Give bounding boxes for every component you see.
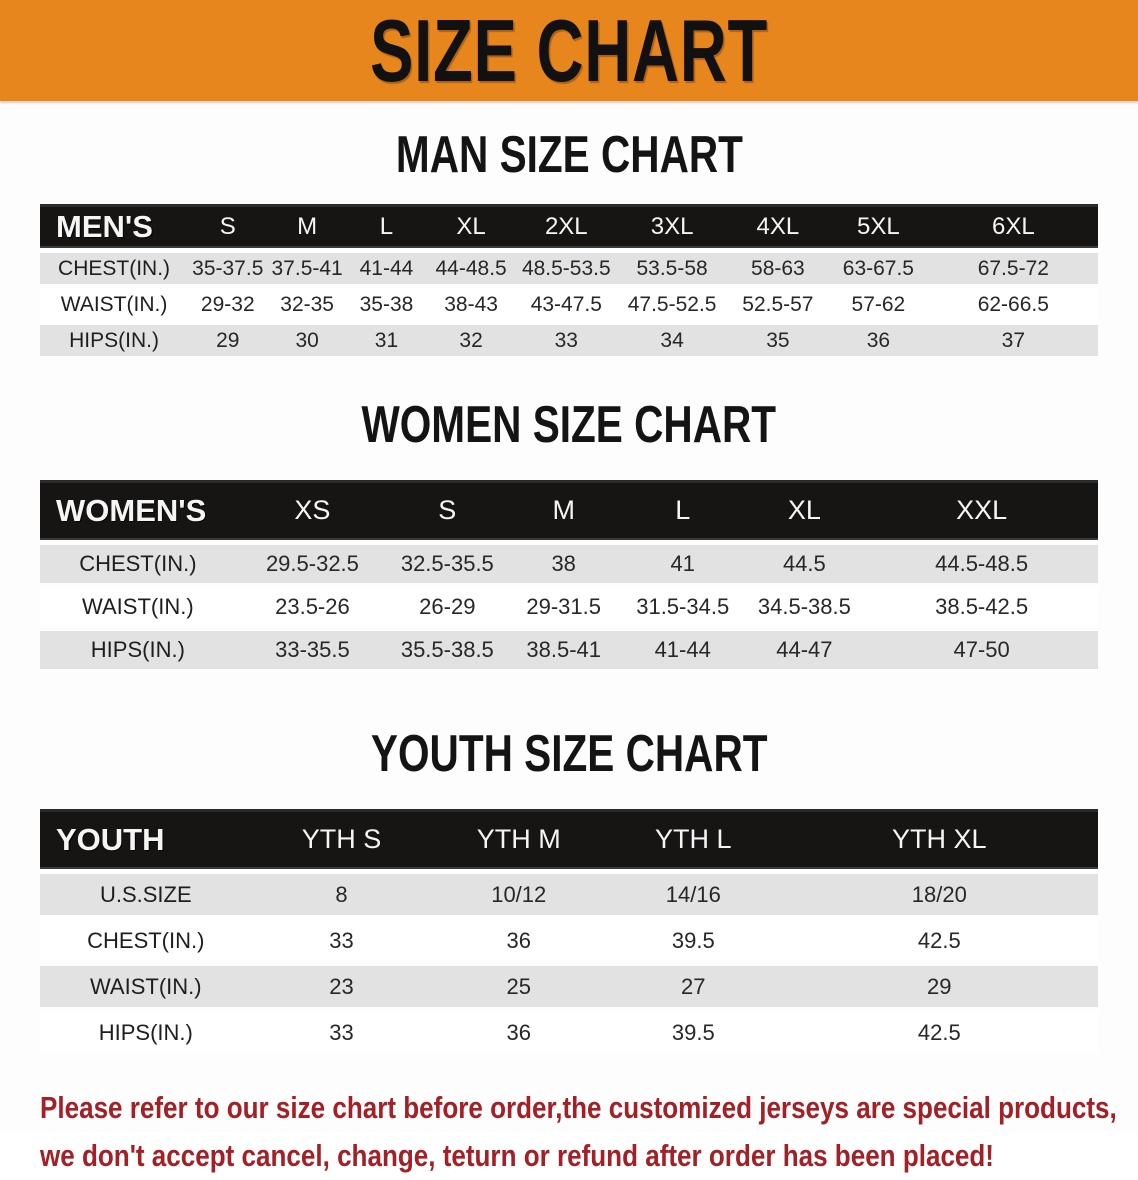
women-section-heading bbox=[0, 396, 1138, 454]
notice-line-1: Please refer to our size chart before order,the customized jerseys are special products, bbox=[40, 1090, 1117, 1125]
row-label: CHEST(IN.) bbox=[40, 253, 188, 284]
women-waist-row bbox=[40, 588, 1098, 626]
men-size-col-5xl: 5XL bbox=[828, 204, 929, 248]
size-cell: 39.5 bbox=[606, 920, 781, 961]
size-cell: 18/20 bbox=[781, 874, 1098, 915]
size-cell: 32-35 bbox=[267, 289, 346, 320]
youth-size-table bbox=[40, 804, 1098, 1058]
men-waist-row bbox=[40, 289, 1098, 320]
men-size-col-4xl: 4XL bbox=[728, 204, 829, 248]
size-cell: 29-32 bbox=[188, 289, 267, 320]
row-label: WAIST(IN.) bbox=[40, 966, 252, 1007]
size-cell: 41-44 bbox=[347, 253, 426, 284]
size-cell: 62-66.5 bbox=[929, 289, 1098, 320]
size-cell: 37.5-41 bbox=[267, 253, 346, 284]
women-hips-row bbox=[40, 631, 1098, 669]
row-label: HIPS(IN.) bbox=[40, 325, 188, 356]
men-size-col-xl: XL bbox=[426, 204, 516, 248]
size-cell: 42.5 bbox=[781, 920, 1098, 961]
youth-table-title: YOUTH bbox=[40, 809, 252, 869]
row-label: CHEST(IN.) bbox=[40, 920, 252, 961]
notice-line-2: we don't accept cancel, change, teturn or refund after order has been placed! bbox=[40, 1138, 994, 1174]
women-size-col-m: M bbox=[506, 480, 622, 540]
size-cell: 44-48.5 bbox=[426, 253, 516, 284]
size-cell: 31.5-34.5 bbox=[622, 588, 744, 626]
size-cell: 52.5-57 bbox=[728, 289, 829, 320]
size-cell: 23.5-26 bbox=[236, 588, 389, 626]
size-cell: 8 bbox=[252, 874, 432, 915]
size-cell: 26-29 bbox=[389, 588, 505, 626]
youth-size-col-s: YTH S bbox=[252, 809, 432, 869]
youth-chest-row bbox=[40, 920, 1098, 961]
size-cell: 44.5 bbox=[744, 545, 866, 583]
women-size-table-wrap bbox=[0, 475, 1138, 674]
size-cell: 38.5-42.5 bbox=[865, 588, 1098, 626]
size-cell: 36 bbox=[431, 920, 606, 961]
men-size-col-6xl: 6XL bbox=[929, 204, 1098, 248]
size-cell: 47.5-52.5 bbox=[617, 289, 728, 320]
size-cell: 33 bbox=[252, 920, 432, 961]
men-table-header-row bbox=[40, 204, 1098, 248]
women-table-title: WOMEN'S bbox=[40, 480, 236, 540]
men-chest-row bbox=[40, 253, 1098, 284]
size-cell: 67.5-72 bbox=[929, 253, 1098, 284]
size-cell: 41 bbox=[622, 545, 744, 583]
women-size-col-xxl: XXL bbox=[865, 480, 1098, 540]
size-cell: 32 bbox=[426, 325, 516, 356]
row-label: WAIST(IN.) bbox=[40, 588, 236, 626]
row-label: U.S.SIZE bbox=[40, 874, 252, 915]
youth-section-heading-text: YOUTH SIZE CHART bbox=[370, 725, 768, 783]
size-cell: 25 bbox=[431, 966, 606, 1007]
size-cell: 27 bbox=[606, 966, 781, 1007]
size-cell: 34.5-38.5 bbox=[744, 588, 866, 626]
size-cell: 23 bbox=[252, 966, 432, 1007]
men-section-heading-text: MAN SIZE CHART bbox=[395, 126, 743, 184]
size-cell: 33-35.5 bbox=[236, 631, 389, 669]
men-size-table-wrap bbox=[0, 199, 1138, 361]
size-cell: 48.5-53.5 bbox=[516, 253, 617, 284]
size-cell: 37 bbox=[929, 325, 1098, 356]
men-size-col-l: L bbox=[347, 204, 426, 248]
size-cell: 33 bbox=[252, 1012, 432, 1053]
footer-notice bbox=[40, 1084, 1117, 1180]
women-table-header-row bbox=[40, 480, 1098, 540]
size-cell: 36 bbox=[828, 325, 929, 356]
size-cell: 44.5-48.5 bbox=[865, 545, 1098, 583]
size-cell: 29-31.5 bbox=[506, 588, 622, 626]
size-cell: 31 bbox=[347, 325, 426, 356]
women-section-heading-text: WOMEN SIZE CHART bbox=[361, 396, 777, 454]
size-cell: 38 bbox=[506, 545, 622, 583]
men-hips-row bbox=[40, 325, 1098, 356]
row-label: WAIST(IN.) bbox=[40, 289, 188, 320]
men-section-heading bbox=[0, 126, 1138, 184]
women-size-col-l: L bbox=[622, 480, 744, 540]
women-size-col-xl: XL bbox=[744, 480, 866, 540]
women-size-col-xs: XS bbox=[236, 480, 389, 540]
size-cell: 35-38 bbox=[347, 289, 426, 320]
size-cell: 35-37.5 bbox=[188, 253, 267, 284]
size-cell: 44-47 bbox=[744, 631, 866, 669]
youth-size-col-l: YTH L bbox=[606, 809, 781, 869]
banner bbox=[0, 0, 1138, 101]
size-cell: 38-43 bbox=[426, 289, 516, 320]
youth-waist-row bbox=[40, 966, 1098, 1007]
men-size-col-2xl: 2XL bbox=[516, 204, 617, 248]
youth-size-table-wrap bbox=[0, 804, 1138, 1058]
size-cell: 47-50 bbox=[865, 631, 1098, 669]
size-cell: 33 bbox=[516, 325, 617, 356]
size-cell: 41-44 bbox=[622, 631, 744, 669]
youth-table-header-row bbox=[40, 809, 1098, 869]
women-size-table bbox=[40, 475, 1098, 674]
youth-size-col-xl: YTH XL bbox=[781, 809, 1098, 869]
size-cell: 14/16 bbox=[606, 874, 781, 915]
size-cell: 29.5-32.5 bbox=[236, 545, 389, 583]
size-cell: 30 bbox=[267, 325, 346, 356]
size-cell: 35 bbox=[728, 325, 829, 356]
men-size-col-3xl: 3XL bbox=[617, 204, 728, 248]
size-cell: 63-67.5 bbox=[828, 253, 929, 284]
men-size-table bbox=[40, 199, 1098, 361]
size-cell: 36 bbox=[431, 1012, 606, 1053]
row-label: HIPS(IN.) bbox=[40, 631, 236, 669]
youth-hips-row bbox=[40, 1012, 1098, 1053]
size-cell: 29 bbox=[781, 966, 1098, 1007]
row-label: CHEST(IN.) bbox=[40, 545, 236, 583]
size-cell: 29 bbox=[188, 325, 267, 356]
size-cell: 38.5-41 bbox=[506, 631, 622, 669]
men-size-col-s: S bbox=[188, 204, 267, 248]
row-label: HIPS(IN.) bbox=[40, 1012, 252, 1053]
youth-size-col-m: YTH M bbox=[431, 809, 606, 869]
size-cell: 57-62 bbox=[828, 289, 929, 320]
size-cell: 32.5-35.5 bbox=[389, 545, 505, 583]
youth-ussize-row bbox=[40, 874, 1098, 915]
size-cell: 58-63 bbox=[728, 253, 829, 284]
women-size-col-s: S bbox=[389, 480, 505, 540]
women-chest-row bbox=[40, 545, 1098, 583]
men-table-title: MEN'S bbox=[40, 204, 188, 248]
size-cell: 35.5-38.5 bbox=[389, 631, 505, 669]
size-cell: 42.5 bbox=[781, 1012, 1098, 1053]
banner-title: SIZE CHART bbox=[369, 0, 769, 100]
youth-section-heading bbox=[0, 725, 1138, 783]
size-cell: 34 bbox=[617, 325, 728, 356]
men-size-col-m: M bbox=[267, 204, 346, 248]
size-cell: 39.5 bbox=[606, 1012, 781, 1053]
size-cell: 10/12 bbox=[431, 874, 606, 915]
size-cell: 53.5-58 bbox=[617, 253, 728, 284]
size-cell: 43-47.5 bbox=[516, 289, 617, 320]
